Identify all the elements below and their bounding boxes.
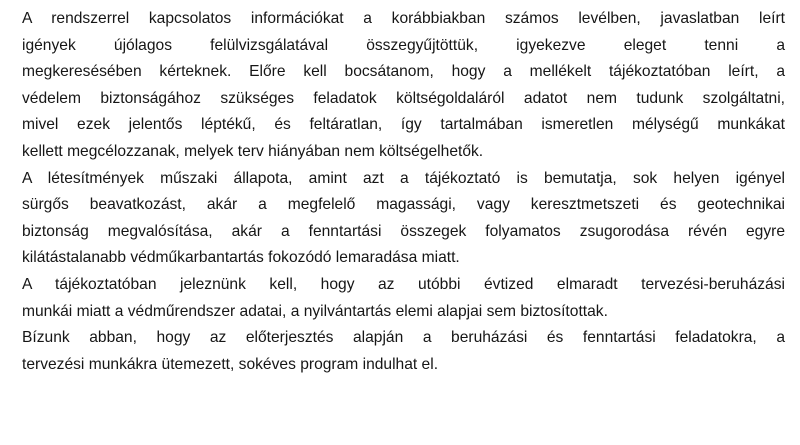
paragraph-1 bbox=[22, 6, 785, 166]
paragraph-4 bbox=[22, 325, 785, 378]
text-line: kellett megcélozzanak, melyek terv hiányában nem költségelhetők. bbox=[22, 142, 484, 160]
text-line: védelem biztonságához szükséges feladatok költségoldaláról adatot nem tudunk szolgáltatni, bbox=[22, 89, 785, 107]
text-line: A rendszerrel kapcsolatos információkat a korábbiakban számos levélben, javaslatban leírt bbox=[22, 10, 785, 27]
paragraph-3 bbox=[22, 272, 785, 325]
text-line: igények újólagos felülvizsgálatával összegyűjtöttük, igyekezve eleget tenni a bbox=[22, 36, 785, 54]
text-line: mivel ezek jelentős léptékű, és feltáratlan, így tartalmában ismeretlen mélységű munkákat bbox=[22, 116, 785, 134]
text-line: A tájékoztatóban jeleznünk kell, hogy az utóbbi évtized elmaradt tervezési-beruházási bbox=[22, 275, 785, 293]
text-line: A létesítmények műszaki állapota, amint azt a tájékoztató is bemutatja, sok helyen igényel bbox=[22, 169, 785, 187]
text-line: sürgős beavatkozást, akár a megfelelő magassági, vagy keresztmetszeti és geotechnikai bbox=[22, 196, 785, 214]
text-line: tervezési munkákra ütemezett, sokéves program indulhat el. bbox=[22, 355, 439, 373]
paragraph-2 bbox=[22, 166, 785, 272]
text-line: kilátástalanabb védműkarbantartás fokozódó lemaradása miatt. bbox=[22, 249, 460, 267]
text-line: munkái miatt a védműrendszer adatai, a nyilvántartás elemi alapjai sem biztosítottak. bbox=[22, 302, 608, 320]
text-line: Bízunk abban, hogy az előterjesztés alapján a beruházási és fenntartási feladatokra, a bbox=[22, 329, 785, 347]
text-line: biztonság megvalósítása, akár a fenntartási összegek folyamatos zsugorodása révén egyre bbox=[22, 222, 785, 240]
text-line: megkeresésében kérteknek. Előre kell bocsátanom, hogy a mellékelt tájékoztatóban leírt, a bbox=[22, 63, 785, 81]
document-body bbox=[22, 6, 785, 378]
